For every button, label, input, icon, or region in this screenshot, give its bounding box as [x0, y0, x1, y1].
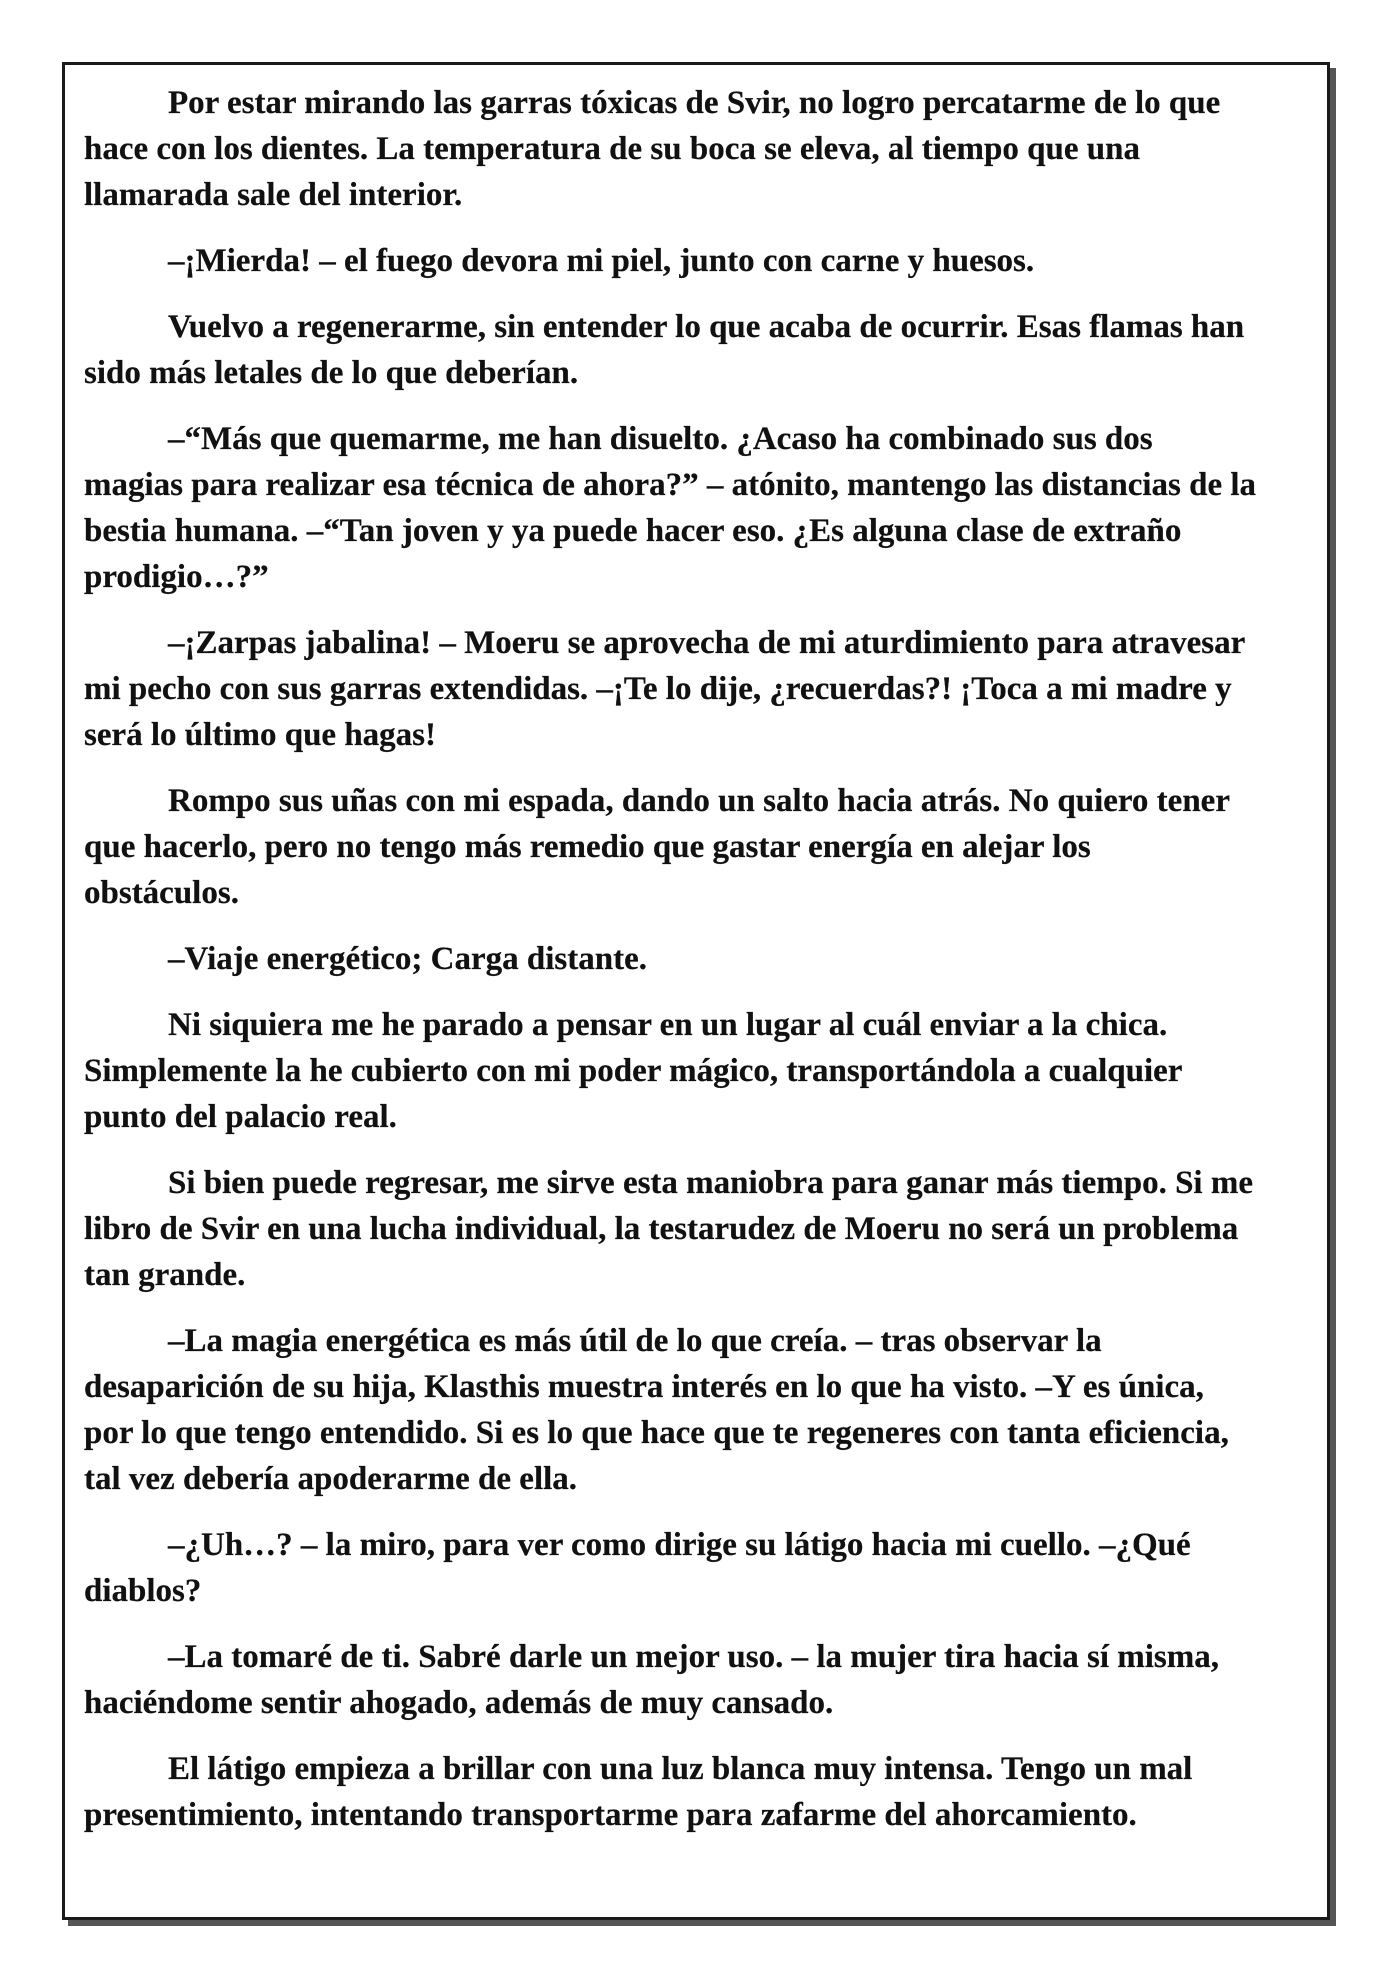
text-line: obstáculos.: [84, 875, 239, 911]
text-line: sido más letales de lo que deberían.: [84, 355, 579, 391]
text-line: –“Más que quemarme, me han disuelto. ¿Acaso ha combinado sus dos: [168, 421, 1153, 457]
paragraph: [84, 936, 1324, 982]
text-line: diablos?: [84, 1573, 202, 1609]
text-line: hace con los dientes. La temperatura de su boca se eleva, al tiempo que una: [84, 131, 1140, 167]
paragraph: [84, 1522, 1324, 1614]
text-line: –La tomaré de ti. Sabré darle un mejor uso. – la mujer tira hacia sí misma,: [168, 1639, 1220, 1675]
paragraph: [84, 304, 1324, 396]
paragraph: [84, 1634, 1324, 1726]
text-line: que hacerlo, pero no tengo más remedio que gastar energía en alejar los: [84, 829, 1091, 865]
text-line: Por estar mirando las garras tóxicas de Svir, no logro percatarme de lo que: [168, 85, 1221, 121]
text-line: bestia humana. –“Tan joven y ya puede hacer eso. ¿Es alguna clase de extraño: [84, 513, 1182, 549]
text-line: tal vez debería apoderarme de ella.: [84, 1461, 578, 1497]
text-line: –¡Mierda! – el fuego devora mi piel, junto con carne y huesos.: [168, 243, 1035, 279]
text-line: presentimiento, intentando transportarme para zafarme del ahorcamiento.: [84, 1797, 1137, 1833]
text-line: por lo que tengo entendido. Si es lo que hace que te regeneres con tanta eficiencia,: [84, 1415, 1229, 1451]
text-line: haciéndome sentir ahogado, además de muy cansado.: [84, 1685, 834, 1721]
text-line: llamarada sale del interior.: [84, 177, 463, 213]
text-line: será lo último que hagas!: [84, 717, 437, 753]
text-line: punto del palacio real.: [84, 1099, 397, 1135]
text-line: tan grande.: [84, 1257, 246, 1293]
paragraph: [84, 238, 1324, 284]
text-line: –La magia energética es más útil de lo que creía. – tras observar la: [168, 1323, 1102, 1359]
paragraph: [84, 778, 1324, 916]
text-line: libro de Svir en una lucha individual, la testarudez de Moeru no será un problema: [84, 1211, 1239, 1247]
text-line: Si bien puede regresar, me sirve esta maniobra para ganar más tiempo. Si me: [168, 1165, 1253, 1201]
document-body: [84, 80, 1324, 1858]
text-line: –¿Uh…? – la miro, para ver como dirige su látigo hacia mi cuello. –¿Qué: [168, 1527, 1191, 1563]
text-line: magias para realizar esa técnica de ahora?” – atónito, mantengo las distancias de la: [84, 467, 1257, 503]
paragraph: [84, 416, 1324, 600]
text-line: –¡Zarpas jabalina! – Moeru se aprovecha de mi aturdimiento para atravesar: [168, 625, 1246, 661]
paragraph: [84, 80, 1324, 218]
text-line: mi pecho con sus garras extendidas. –¡Te lo dije, ¿recuerdas?! ¡Toca a mi madre y: [84, 671, 1232, 707]
text-line: Ni siquiera me he parado a pensar en un lugar al cuál enviar a la chica.: [168, 1007, 1168, 1043]
text-line: –Viaje energético; Carga distante.: [168, 941, 647, 977]
paragraph: [84, 1318, 1324, 1502]
text-line: desaparición de su hija, Klasthis muestra interés en lo que ha visto. –Y es única,: [84, 1369, 1204, 1405]
text-line: El látigo empieza a brillar con una luz blanca muy intensa. Tengo un mal: [168, 1751, 1193, 1787]
paragraph: [84, 1002, 1324, 1140]
paragraph: [84, 1746, 1324, 1838]
text-line: Vuelvo a regenerarme, sin entender lo que acaba de ocurrir. Esas flamas han: [168, 309, 1245, 345]
paragraph: [84, 1160, 1324, 1298]
text-line: Simplemente la he cubierto con mi poder mágico, transportándola a cualquier: [84, 1053, 1183, 1089]
paragraph: [84, 620, 1324, 758]
text-line: Rompo sus uñas con mi espada, dando un salto hacia atrás. No quiero tener: [168, 783, 1230, 819]
text-line: prodigio…?”: [84, 559, 269, 595]
